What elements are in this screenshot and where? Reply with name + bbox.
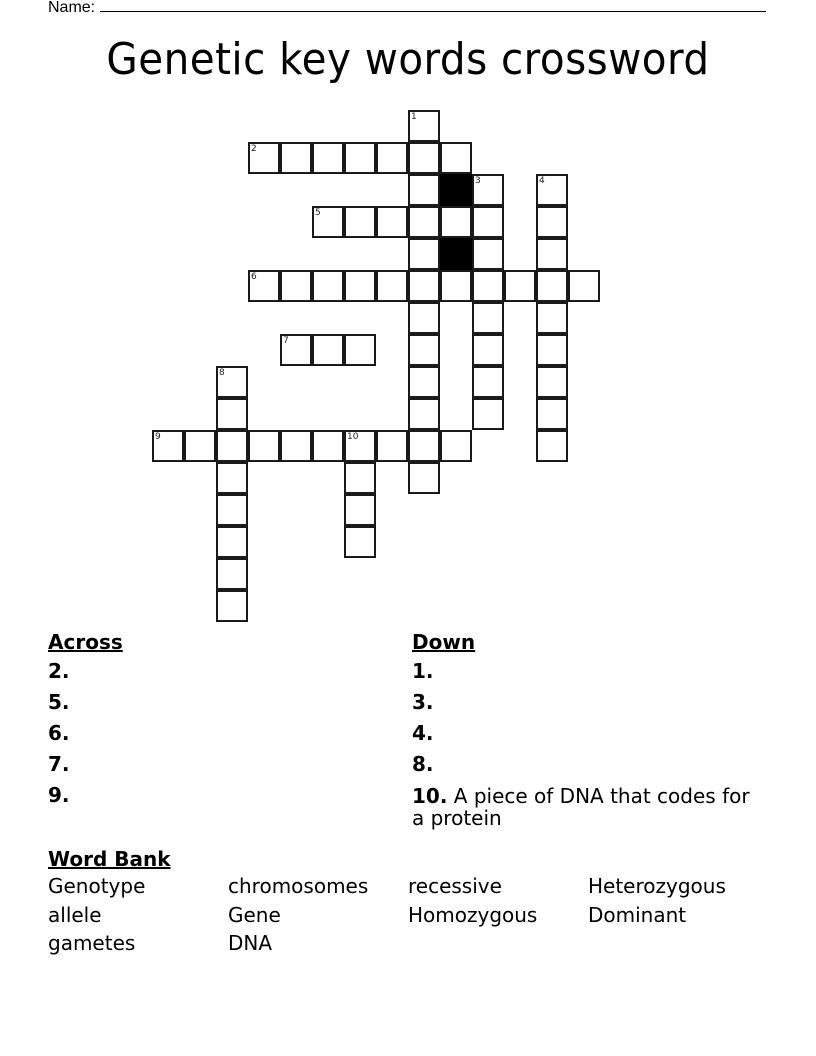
crossword-cell[interactable] bbox=[408, 462, 440, 494]
crossword-cell[interactable] bbox=[408, 206, 440, 238]
crossword-cell[interactable] bbox=[312, 334, 344, 366]
clue-number: 1 bbox=[411, 112, 417, 122]
black-cell bbox=[440, 174, 472, 206]
clue-across-6: 6. bbox=[48, 721, 70, 745]
crossword-cell[interactable] bbox=[216, 398, 248, 430]
across-clues bbox=[48, 628, 123, 811]
crossword-cell[interactable] bbox=[472, 366, 504, 398]
name-label: Name: bbox=[48, 0, 96, 16]
crossword-cell[interactable] bbox=[472, 238, 504, 270]
crossword-cell[interactable] bbox=[376, 206, 408, 238]
crossword-cell[interactable] bbox=[536, 238, 568, 270]
word-bank-heading: Word Bank bbox=[48, 847, 171, 871]
crossword-cell[interactable] bbox=[248, 430, 280, 462]
crossword-cell[interactable] bbox=[536, 366, 568, 398]
crossword-cell[interactable] bbox=[344, 462, 376, 494]
crossword-cell[interactable] bbox=[472, 270, 504, 302]
clue-down-10: 10. A piece of DNA that codes for a protein bbox=[412, 784, 750, 830]
word-bank bbox=[48, 846, 768, 958]
black-cell bbox=[440, 238, 472, 270]
crossword-cell[interactable] bbox=[216, 590, 248, 622]
word-bank-item: Genotype bbox=[48, 874, 146, 898]
crossword-cell[interactable] bbox=[376, 142, 408, 174]
crossword-cell[interactable] bbox=[344, 526, 376, 558]
crossword-cell[interactable] bbox=[184, 430, 216, 462]
word-bank-item: Dominant bbox=[588, 902, 687, 927]
crossword-cell[interactable] bbox=[280, 430, 312, 462]
word-bank-item: Gene bbox=[228, 902, 281, 927]
word-bank-item: recessive bbox=[408, 874, 502, 898]
crossword-cell[interactable] bbox=[376, 270, 408, 302]
clue-number: 10 bbox=[347, 432, 359, 442]
crossword-cell[interactable] bbox=[472, 302, 504, 334]
crossword-cell[interactable] bbox=[408, 398, 440, 430]
crossword-cell[interactable] bbox=[344, 142, 376, 174]
crossword-cell[interactable] bbox=[344, 206, 376, 238]
word-bank-item: Homozygous bbox=[408, 902, 538, 927]
clue-number: 6 bbox=[251, 272, 257, 282]
crossword-cell[interactable] bbox=[216, 558, 248, 590]
crossword-cell[interactable] bbox=[536, 174, 568, 206]
word-bank-item: allele bbox=[48, 902, 102, 927]
crossword-cell[interactable] bbox=[248, 142, 280, 174]
crossword-cell[interactable] bbox=[408, 142, 440, 174]
crossword-cell[interactable] bbox=[216, 462, 248, 494]
clue-across-9: 9. bbox=[48, 783, 70, 807]
crossword-cell[interactable] bbox=[408, 302, 440, 334]
crossword-cell[interactable] bbox=[280, 334, 312, 366]
crossword-cell[interactable] bbox=[536, 334, 568, 366]
word-bank-item: Heterozygous bbox=[588, 874, 726, 898]
crossword-cell[interactable] bbox=[344, 430, 376, 462]
clue-number: 8 bbox=[219, 368, 225, 378]
crossword-cell[interactable] bbox=[536, 206, 568, 238]
crossword-cell[interactable] bbox=[408, 366, 440, 398]
crossword-cell[interactable] bbox=[408, 270, 440, 302]
crossword-cell[interactable] bbox=[504, 270, 536, 302]
crossword-cell[interactable] bbox=[568, 270, 600, 302]
clue-number: 2 bbox=[251, 144, 257, 154]
crossword-cell[interactable] bbox=[472, 334, 504, 366]
crossword-cell[interactable] bbox=[472, 398, 504, 430]
clue-number: 4 bbox=[539, 176, 545, 186]
clue-across-5: 5. bbox=[48, 690, 70, 714]
crossword-cell[interactable] bbox=[408, 430, 440, 462]
crossword-cell[interactable] bbox=[248, 270, 280, 302]
crossword-cell[interactable] bbox=[216, 366, 248, 398]
crossword-cell[interactable] bbox=[280, 270, 312, 302]
crossword-cell[interactable] bbox=[536, 430, 568, 462]
crossword-cell[interactable] bbox=[472, 206, 504, 238]
clue-number: 7 bbox=[283, 336, 289, 346]
crossword-cell[interactable] bbox=[408, 334, 440, 366]
crossword-cell[interactable] bbox=[376, 430, 408, 462]
crossword-cell[interactable] bbox=[312, 430, 344, 462]
crossword-cell[interactable] bbox=[216, 494, 248, 526]
word-bank-item: chromosomes bbox=[228, 874, 369, 898]
crossword-cell[interactable] bbox=[536, 302, 568, 334]
crossword-cell[interactable] bbox=[408, 238, 440, 270]
crossword-cell[interactable] bbox=[472, 174, 504, 206]
page-title: Genetic key words crossword bbox=[106, 34, 710, 85]
crossword-cell[interactable] bbox=[536, 270, 568, 302]
clue-down-1: 1. bbox=[412, 659, 434, 683]
down-heading: Down bbox=[412, 630, 476, 654]
clue-across-7: 7. bbox=[48, 752, 70, 776]
crossword-cell[interactable] bbox=[408, 174, 440, 206]
crossword-cell[interactable] bbox=[152, 430, 184, 462]
clue-down-8: 8. bbox=[412, 752, 434, 776]
clue-number: 3 bbox=[475, 176, 481, 186]
crossword-cell[interactable] bbox=[344, 270, 376, 302]
crossword-cell[interactable] bbox=[344, 494, 376, 526]
crossword-cell[interactable] bbox=[536, 398, 568, 430]
down-clues bbox=[412, 628, 762, 829]
clue-down-4: 4. bbox=[412, 721, 434, 745]
word-bank-item: DNA bbox=[228, 931, 273, 955]
crossword-cell[interactable] bbox=[312, 270, 344, 302]
crossword-cell[interactable] bbox=[280, 142, 312, 174]
clue-across-2: 2. bbox=[48, 659, 70, 683]
word-bank-list bbox=[48, 872, 768, 958]
crossword-cell[interactable] bbox=[440, 430, 472, 462]
across-heading: Across bbox=[48, 630, 123, 654]
crossword-cell[interactable] bbox=[216, 430, 248, 462]
clue-number: 9 bbox=[155, 432, 161, 442]
crossword-cell[interactable] bbox=[216, 526, 248, 558]
crossword-cell[interactable] bbox=[440, 270, 472, 302]
word-bank-item: gametes bbox=[48, 931, 136, 955]
crossword-cell[interactable] bbox=[440, 142, 472, 174]
crossword-cell[interactable] bbox=[312, 142, 344, 174]
crossword-cell[interactable] bbox=[312, 206, 344, 238]
clue-down-3: 3. bbox=[412, 690, 434, 714]
crossword-cell[interactable] bbox=[440, 206, 472, 238]
crossword-cell[interactable] bbox=[408, 110, 440, 142]
crossword-cell[interactable] bbox=[344, 334, 376, 366]
clue-number: 5 bbox=[315, 208, 321, 218]
